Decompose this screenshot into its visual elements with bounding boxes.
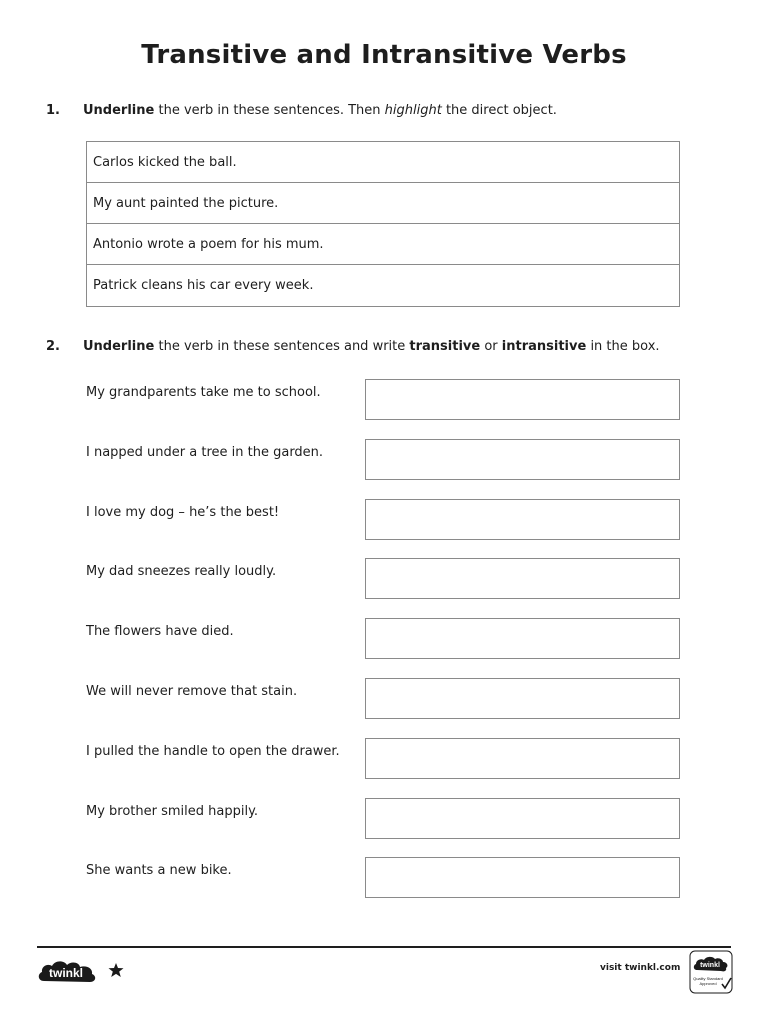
table-row[interactable]: [87, 224, 679, 265]
question-2-instruction: [83, 339, 660, 354]
sentence-text: My dad sneezes really loudly.: [86, 564, 277, 579]
question-2-item: [86, 499, 682, 541]
instruction-bold: intransitive: [501, 339, 587, 354]
question-2-number: 2.: [46, 339, 60, 354]
cloud-logo-icon: [36, 955, 98, 987]
question-2-item: [86, 857, 682, 899]
table-row[interactable]: [87, 265, 679, 306]
instruction-italic: highlight: [384, 103, 442, 118]
sentence-text: I love my dog – he’s the best!: [86, 505, 280, 520]
badge-line-1: Quality Standard: [693, 976, 723, 981]
instruction-text: the verb in these sentences. Then: [154, 103, 385, 118]
instruction-text: the direct object.: [441, 103, 557, 118]
star-icon[interactable]: [108, 962, 124, 978]
answer-box[interactable]: [365, 558, 680, 599]
badge-icon: [689, 950, 733, 994]
question-2-item: [86, 618, 682, 660]
question-2-item: [86, 678, 682, 720]
star-shape-icon: [108, 962, 124, 978]
sentence-text: Antonio wrote a poem for his mum.: [93, 236, 324, 252]
table-row[interactable]: [87, 142, 679, 183]
sentence-text: Carlos kicked the ball.: [93, 154, 237, 170]
quality-badge: [689, 950, 733, 994]
sentence-text: We will never remove that stain.: [86, 684, 298, 699]
badge-line-2: Approved: [699, 981, 717, 986]
answer-box[interactable]: [365, 857, 680, 898]
twinkl-logo[interactable]: [36, 955, 98, 987]
answer-box[interactable]: [365, 379, 680, 420]
sentence-text: My brother smiled happily.: [86, 804, 259, 819]
sentence-text: I pulled the handle to open the drawer.: [86, 744, 340, 759]
table-row[interactable]: [87, 183, 679, 224]
question-2-item: [86, 439, 682, 481]
visit-link[interactable]: visit twinkl.com: [600, 963, 681, 973]
instruction-bold: transitive: [409, 339, 481, 354]
badge-logo-text: twinkl: [700, 962, 720, 969]
sentence-text: My grandparents take me to school.: [86, 385, 321, 400]
answer-box[interactable]: [365, 499, 680, 540]
answer-box[interactable]: [365, 798, 680, 839]
instruction-text: the verb in these sentences and write: [154, 339, 410, 354]
sentence-text: She wants a new bike.: [86, 863, 232, 878]
instruction-bold: Underline: [83, 103, 155, 118]
answer-box[interactable]: [365, 738, 680, 779]
question-2-item: [86, 738, 682, 780]
page-title: Transitive and Intransitive Verbs: [141, 40, 627, 70]
question-2-item: [86, 379, 682, 421]
logo-text: twinkl: [48, 966, 84, 980]
instruction-bold: Underline: [83, 339, 155, 354]
instruction-text: or: [480, 339, 502, 354]
answer-box[interactable]: [365, 678, 680, 719]
star-polygon: [109, 963, 124, 977]
sentence-text: Patrick cleans his car every week.: [93, 278, 314, 293]
question-2-item: [86, 798, 682, 840]
sentence-text: The flowers have died.: [86, 624, 234, 639]
answer-box[interactable]: [365, 439, 680, 480]
instruction-text: in the box.: [586, 339, 660, 354]
sentence-text: I napped under a tree in the garden.: [86, 445, 324, 460]
answer-box[interactable]: [365, 618, 680, 659]
question-1-number: 1.: [46, 103, 60, 118]
footer-divider: [37, 946, 731, 948]
question-1-instruction: [83, 103, 557, 118]
question-2-item: [86, 558, 682, 600]
sentence-text: My aunt painted the picture.: [93, 195, 279, 211]
question-1-table: [86, 141, 680, 307]
